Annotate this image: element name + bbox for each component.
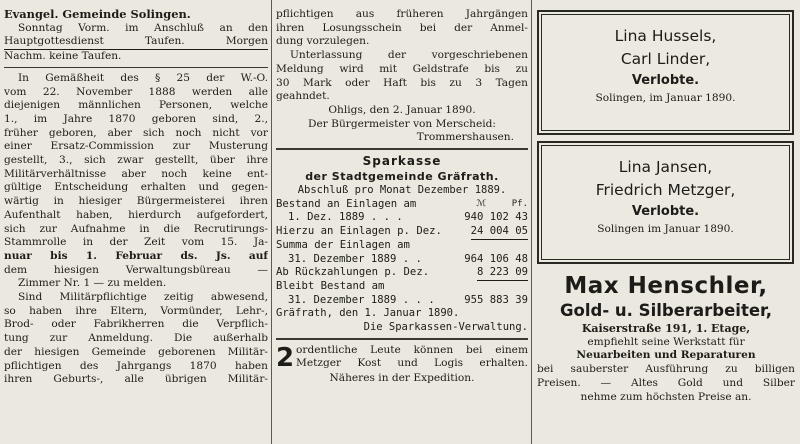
- sparkasse-table: [276, 198, 528, 308]
- text-line: so haben ihre Eltern, Vormünder, Lehr-,: [4, 304, 268, 317]
- text-line: 1., im Jahre 1870 geboren sind, 2.,: [4, 112, 268, 125]
- ad-text: [296, 344, 528, 371]
- text-line: ihren Losungsschein bei der Anmel-: [276, 21, 528, 34]
- text-line: Neuarbeiten und Reparaturen: [576, 349, 756, 362]
- lodging-ad: [276, 344, 528, 372]
- text-line: Meldung wird mit Geldstrafe bis zu: [276, 62, 528, 75]
- row-label: Summa der Einlagen am: [276, 238, 410, 251]
- text-line: gültige Entscheidung erhalten und gegen-: [4, 181, 268, 194]
- text-line: Näheres in der Expedition.: [329, 371, 475, 384]
- text-line: Militärverhältnisse aber noch keine ent-: [4, 167, 268, 180]
- row-amount: 8 223 09: [477, 266, 528, 281]
- sparkasse-notice: [276, 154, 528, 335]
- text-line: pflichtigen aus früheren Jahrgängen: [276, 8, 528, 20]
- text-line: Zimmer Nr. 1 — zu melden.: [18, 277, 167, 290]
- row-amount: 940 102 43: [464, 211, 528, 224]
- separator: [276, 148, 528, 150]
- separator: [276, 338, 528, 340]
- column-rule: [271, 0, 272, 444]
- text-line: Preisen. — Altes Gold und Silber: [537, 376, 795, 389]
- text-line: Unterlassung der vorgeschriebenen: [290, 49, 528, 62]
- business-name: Max Henschler,: [564, 273, 768, 299]
- row-label: 31. Dezember 1889 . . .: [288, 293, 435, 306]
- text-line: diejenigen männlichen Personen, welche: [4, 99, 268, 112]
- text-line: nehme zum höchsten Preise an.: [580, 390, 752, 403]
- bride-name: Lina Jansen,: [618, 158, 713, 176]
- row-label: Hierzu an Einlagen p. Dez.: [276, 225, 442, 238]
- row-label: Bestand an Einlagen am: [276, 197, 417, 210]
- text-line: einer Ersatz-Commission zur Musterung: [4, 140, 268, 153]
- text-line: Nachm. keine Taufen.: [4, 50, 122, 63]
- table-row: [276, 198, 528, 212]
- row-label: Bleibt Bestand am: [276, 279, 385, 292]
- goldsmith-ad: [537, 272, 795, 404]
- text-line: wärtig in hiesiger Bürgermeisterei ihren: [4, 195, 268, 208]
- column-rule: [531, 0, 532, 444]
- column-left: [4, 8, 268, 444]
- text-line: vom 22. November 1888 werden alle: [4, 85, 268, 98]
- text-line: empfiehlt seine Werkstatt für: [587, 335, 745, 348]
- place-date: Solingen im Januar 1890.: [597, 223, 734, 235]
- status-label: Verlobte.: [631, 204, 700, 219]
- sparkasse-signature: Die Sparkassen-Verwaltung.: [363, 321, 528, 334]
- text-line: pflichtigen des Jahrgangs 1870 haben: [4, 359, 268, 372]
- text-line: Sind Militärpflichtige zeitig abwesend,: [18, 291, 268, 304]
- text-line: ordentliche Leute können bei einem: [296, 343, 528, 356]
- table-row: [276, 225, 528, 239]
- text-line: 30 Mark oder Haft bis zu 3 Tagen: [276, 76, 528, 89]
- business-address: Kaiserstraße 191, 1. Etage,: [581, 322, 751, 335]
- groom-name: Friedrich Metzger,: [595, 181, 736, 199]
- separator: [4, 67, 268, 68]
- row-amount: 955 883 39: [464, 293, 528, 306]
- row-label: 1. Dez. 1889 . . .: [288, 211, 403, 224]
- text-line: Hauptgottesdienst Taufen. Morgen: [4, 35, 268, 50]
- text-line: nuar bis 1. Februar ds. Js. auf: [4, 249, 268, 262]
- business-trade: Gold- u. Silberarbeiter,: [559, 301, 773, 320]
- text-line: der hiesigen Gemeinde geborenen Militär-: [4, 345, 268, 358]
- table-row: [276, 280, 528, 294]
- text-line: früher geboren, aber sich noch nicht vor: [4, 126, 268, 139]
- table-row: [276, 266, 528, 280]
- text-line: gestellt, 3., sich zwar gestellt, über ihre: [4, 154, 268, 167]
- text-line: sich zur Aufnahme in die Recrutirungs-: [4, 222, 268, 235]
- row-amount: 964 106 48: [464, 252, 528, 265]
- headline-evangel: Evangel. Gemeinde Solingen.: [4, 8, 191, 21]
- text-line: ihren Geburts-, alle übrigen Militär-: [4, 373, 268, 386]
- row-label: Ab Rückzahlungen p. Dez.: [276, 266, 430, 279]
- text-line: geahndet.: [276, 90, 330, 103]
- sparkasse-title: Sparkasse: [362, 154, 442, 169]
- text-line: Sonntag Vorm. im Anschluß an den: [18, 21, 268, 34]
- currency-mark: Pf.: [511, 198, 528, 209]
- table-row: [276, 239, 528, 253]
- text-line: dem hiesigen Verwaltungsbüreau —: [4, 263, 268, 276]
- engagement-notice-2: [537, 141, 794, 264]
- signature-title: Der Bürgermeister von Merscheid:: [307, 117, 496, 130]
- groom-name: Carl Linder,: [620, 50, 711, 68]
- bride-name: Lina Hussels,: [614, 27, 717, 45]
- text-line: Metzger Kost und Logis erhalten.: [296, 357, 528, 370]
- table-row: [276, 253, 528, 267]
- row-label: 31. Dezember 1889 . .: [288, 252, 422, 265]
- text-line: dung vorzulegen.: [276, 35, 370, 48]
- closing-place-date: Ohligs, den 2. Januar 1890.: [328, 103, 476, 116]
- sparkasse-subtitle: der Stadtgemeinde Gräfrath.: [305, 170, 499, 184]
- text-line: Stammrolle in der Zeit vom 15. Ja-: [4, 236, 268, 249]
- sparkasse-date: Gräfrath, den 1. Januar 1890.: [276, 307, 460, 320]
- sparkasse-period: Abschluß pro Monat Dezember 1889.: [297, 184, 507, 197]
- table-row: [276, 294, 528, 308]
- engagement-notice-1: [537, 10, 794, 135]
- text-line: bei sauberster Ausführung zu billigen: [537, 363, 795, 376]
- text-line: Aufenthalt haben, hierdurch aufgefordert,: [4, 208, 268, 221]
- row-amount: 24 004 05: [471, 225, 528, 240]
- signature-name: Trommershausen.: [416, 131, 514, 144]
- text-line: Brod- oder Fabrikherren die Verpflich-: [4, 318, 268, 331]
- status-label: Verlobte.: [631, 73, 700, 88]
- table-row: [276, 211, 528, 225]
- ad-number: 2: [276, 342, 295, 373]
- currency-mark: ℳ: [476, 198, 486, 209]
- column-middle: [276, 8, 528, 444]
- text-line: In Gemäßheit des § 25 der W.-O.: [18, 71, 268, 84]
- place-date: Solingen, im Januar 1890.: [595, 92, 736, 104]
- text-line: tung zur Anmeldung. Die außerhalb: [4, 332, 268, 345]
